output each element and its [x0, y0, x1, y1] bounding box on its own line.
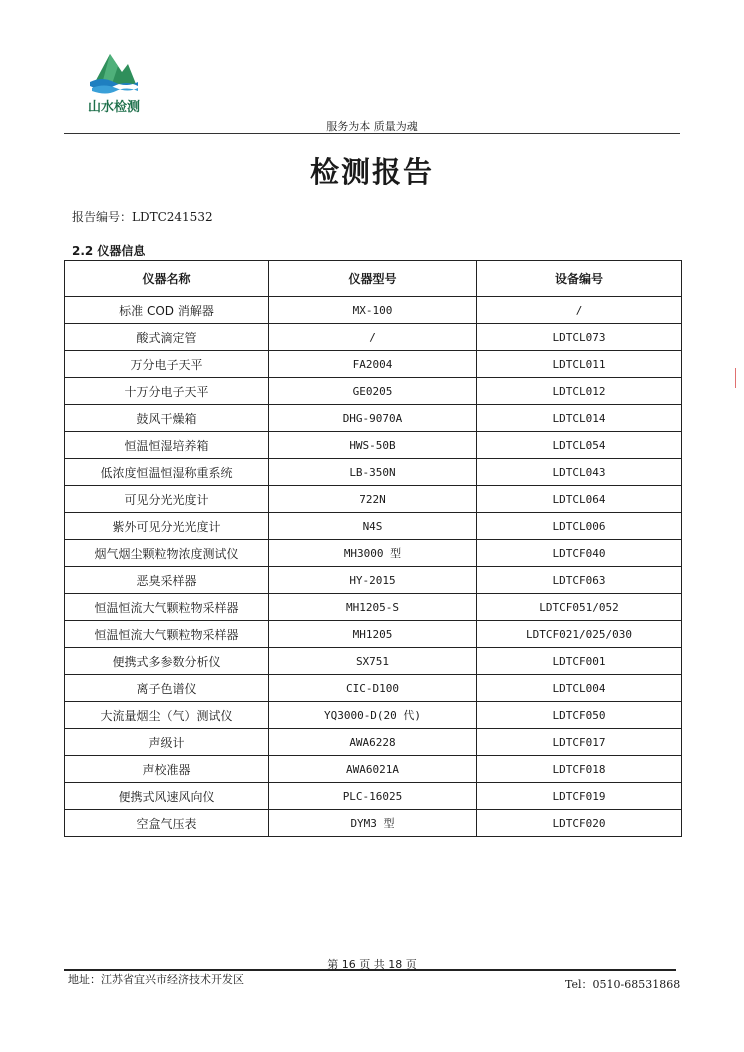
logo-text: 山水检测 — [87, 100, 140, 115]
equipment-number-cell: LDTCF018 — [477, 756, 682, 783]
table-row — [65, 810, 682, 837]
report-number: 报告编号：LDTC241532 — [72, 210, 213, 224]
table-row — [65, 675, 682, 702]
address: 地址：江苏省宜兴市经济技术开发区 — [68, 973, 244, 986]
table-body — [65, 297, 682, 837]
slogan: 服务为本 质量为魂 — [326, 120, 418, 133]
equipment-number-cell: LDTCF063 — [477, 567, 682, 594]
instrument-name-cell: 离子色谱仪 — [65, 675, 269, 702]
instrument-name-cell: 低浓度恒温恒湿称重系统 — [65, 459, 269, 486]
instrument-name-cell: 烟气烟尘颗粒物浓度测试仪 — [65, 540, 269, 567]
instrument-name-cell: 声级计 — [65, 729, 269, 756]
instrument-model-cell: CIC-D100 — [269, 675, 477, 702]
instrument-name-cell: 恒温恒流大气颗粒物采样器 — [65, 594, 269, 621]
instrument-name-cell: 酸式滴定管 — [65, 324, 269, 351]
instrument-name-cell: 空盒气压表 — [65, 810, 269, 837]
instrument-model-cell: MX-100 — [269, 297, 477, 324]
instrument-model-cell: N4S — [269, 513, 477, 540]
instrument-model-cell: PLC-16025 — [269, 783, 477, 810]
equipment-number-cell: LDTCF019 — [477, 783, 682, 810]
table-row — [65, 621, 682, 648]
equipment-number-cell: LDTCF051/052 — [477, 594, 682, 621]
instrument-model-cell: YQ3000-D(20 代) — [269, 702, 477, 729]
instrument-model-cell: FA2004 — [269, 351, 477, 378]
instrument-model-cell: / — [269, 324, 477, 351]
equipment-number-cell: LDTCL014 — [477, 405, 682, 432]
instrument-name-cell: 可见分光光度计 — [65, 486, 269, 513]
instrument-name-cell: 声校准器 — [65, 756, 269, 783]
instrument-model-cell: SX751 — [269, 648, 477, 675]
header-divider — [64, 133, 680, 134]
instrument-name-cell: 紫外可见分光光度计 — [65, 513, 269, 540]
table-row — [65, 405, 682, 432]
table-row — [65, 702, 682, 729]
instrument-model-cell: DYM3 型 — [269, 810, 477, 837]
table-row — [65, 729, 682, 756]
table-row — [65, 756, 682, 783]
instrument-name-cell: 鼓风干燥箱 — [65, 405, 269, 432]
company-logo — [82, 50, 146, 115]
equipment-number-cell: LDTCF020 — [477, 810, 682, 837]
instrument-name-cell: 标准 COD 消解器 — [65, 297, 269, 324]
instrument-name-cell: 恒温恒流大气颗粒物采样器 — [65, 621, 269, 648]
table-row — [65, 648, 682, 675]
header-equipment-number: 设备编号 — [477, 261, 682, 297]
instrument-model-cell: MH1205 — [269, 621, 477, 648]
instrument-name-cell: 便携式多参数分析仪 — [65, 648, 269, 675]
equipment-number-cell: LDTCF021/025/030 — [477, 621, 682, 648]
instrument-model-cell: HWS-50B — [269, 432, 477, 459]
table-row — [65, 297, 682, 324]
telephone: Tel：0510-68531868 — [565, 978, 681, 991]
instrument-name-cell: 万分电子天平 — [65, 351, 269, 378]
instrument-name-cell: 恶臭采样器 — [65, 567, 269, 594]
table-row — [65, 783, 682, 810]
equipment-number-cell: LDTCF040 — [477, 540, 682, 567]
instrument-model-cell: AWA6228 — [269, 729, 477, 756]
equipment-number-cell: LDTCF017 — [477, 729, 682, 756]
section-title: 2.2 仪器信息 — [72, 244, 146, 258]
table-row — [65, 594, 682, 621]
table-row — [65, 567, 682, 594]
document-title: 检测报告 — [309, 155, 434, 189]
table-row — [65, 540, 682, 567]
table-row — [65, 432, 682, 459]
header-instrument-model: 仪器型号 — [269, 261, 477, 297]
instrument-model-cell: 722N — [269, 486, 477, 513]
instrument-name-cell: 恒温恒湿培养箱 — [65, 432, 269, 459]
equipment-number-cell: LDTCL043 — [477, 459, 682, 486]
equipment-number-cell: LDTCL073 — [477, 324, 682, 351]
equipment-number-cell: LDTCL011 — [477, 351, 682, 378]
page-number: 第 16 页 共 18 页 — [327, 958, 417, 971]
instrument-table — [64, 260, 682, 837]
equipment-number-cell: / — [477, 297, 682, 324]
edge-mark — [735, 368, 736, 388]
table-row — [65, 351, 682, 378]
instrument-name-cell: 便携式风速风向仪 — [65, 783, 269, 810]
equipment-number-cell: LDTCF001 — [477, 648, 682, 675]
instrument-model-cell: LB-350N — [269, 459, 477, 486]
equipment-number-cell: LDTCL054 — [477, 432, 682, 459]
instrument-model-cell: DHG-9070A — [269, 405, 477, 432]
equipment-number-cell: LDTCL012 — [477, 378, 682, 405]
header-instrument-name: 仪器名称 — [65, 261, 269, 297]
mountain-water-logo-icon — [88, 50, 140, 96]
instrument-model-cell: MH3000 型 — [269, 540, 477, 567]
equipment-number-cell: LDTCF050 — [477, 702, 682, 729]
equipment-number-cell: LDTCL004 — [477, 675, 682, 702]
instrument-name-cell: 大流量烟尘（气）测试仪 — [65, 702, 269, 729]
table-row — [65, 324, 682, 351]
instrument-model-cell: GE0205 — [269, 378, 477, 405]
table-row — [65, 513, 682, 540]
table-row — [65, 459, 682, 486]
table-header-row — [65, 261, 682, 297]
table-row — [65, 378, 682, 405]
equipment-number-cell: LDTCL006 — [477, 513, 682, 540]
instrument-model-cell: HY-2015 — [269, 567, 477, 594]
instrument-model-cell: AWA6021A — [269, 756, 477, 783]
equipment-number-cell: LDTCL064 — [477, 486, 682, 513]
instrument-name-cell: 十万分电子天平 — [65, 378, 269, 405]
table-row — [65, 486, 682, 513]
instrument-model-cell: MH1205-S — [269, 594, 477, 621]
